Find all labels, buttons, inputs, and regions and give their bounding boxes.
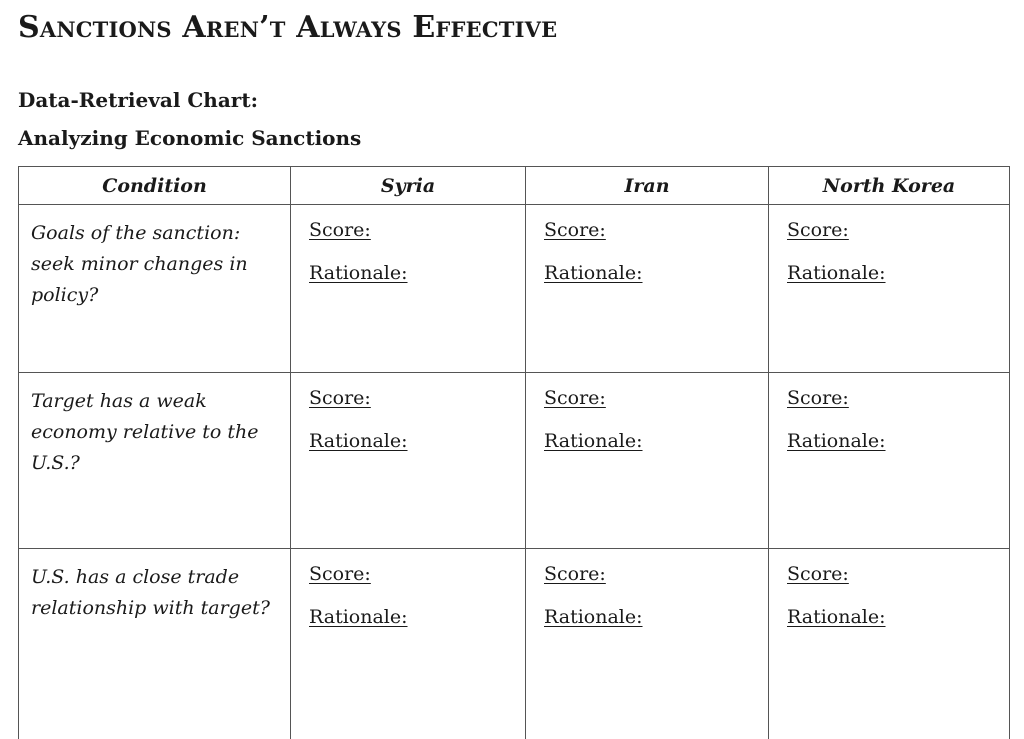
header-condition: Condition [19, 167, 291, 205]
score-label: Score: [309, 386, 525, 410]
rationale-label: Rationale: [787, 429, 1009, 453]
rationale-label: Rationale: [787, 605, 1009, 629]
table-header-row [19, 167, 1010, 205]
header-syria: Syria [291, 167, 526, 205]
page-title: Sanctions Aren’t Always Effective [18, 10, 557, 45]
condition-text: Goals of the sanction: seek minor changes in policy? [19, 205, 290, 311]
rationale-label: Rationale: [544, 429, 768, 453]
rationale-label: Rationale: [309, 429, 525, 453]
table-row [19, 205, 1010, 373]
score-label: Score: [544, 218, 768, 242]
score-label: Score: [544, 386, 768, 410]
score-cell-north-korea[interactable] [769, 549, 1010, 739]
condition-cell [19, 205, 291, 373]
condition-text: U.S. has a close trade relationship with target? [19, 549, 290, 624]
score-cell-north-korea[interactable] [769, 205, 1010, 373]
score-label: Score: [787, 562, 1009, 586]
score-label: Score: [787, 218, 1009, 242]
rationale-label: Rationale: [544, 605, 768, 629]
rationale-label: Rationale: [544, 261, 768, 285]
score-cell-iran[interactable] [526, 205, 769, 373]
table-row [19, 373, 1010, 549]
rationale-label: Rationale: [309, 261, 525, 285]
rationale-label: Rationale: [787, 261, 1009, 285]
header-north-korea: North Korea [769, 167, 1010, 205]
condition-cell [19, 549, 291, 739]
table-row [19, 549, 1010, 739]
score-cell-north-korea[interactable] [769, 373, 1010, 549]
data-retrieval-table [18, 166, 1010, 739]
rationale-label: Rationale: [309, 605, 525, 629]
score-cell-iran[interactable] [526, 549, 769, 739]
score-label: Score: [309, 562, 525, 586]
condition-text: Target has a weak economy relative to the U.S.? [19, 373, 290, 479]
condition-cell [19, 373, 291, 549]
score-cell-syria[interactable] [291, 373, 526, 549]
score-label: Score: [787, 386, 1009, 410]
header-iran: Iran [526, 167, 769, 205]
chart-subtitle: Analyzing Economic Sanctions [18, 126, 361, 150]
score-label: Score: [309, 218, 525, 242]
score-cell-syria[interactable] [291, 549, 526, 739]
score-cell-syria[interactable] [291, 205, 526, 373]
chart-type-label: Data-Retrieval Chart: [18, 88, 258, 112]
score-cell-iran[interactable] [526, 373, 769, 549]
score-label: Score: [544, 562, 768, 586]
